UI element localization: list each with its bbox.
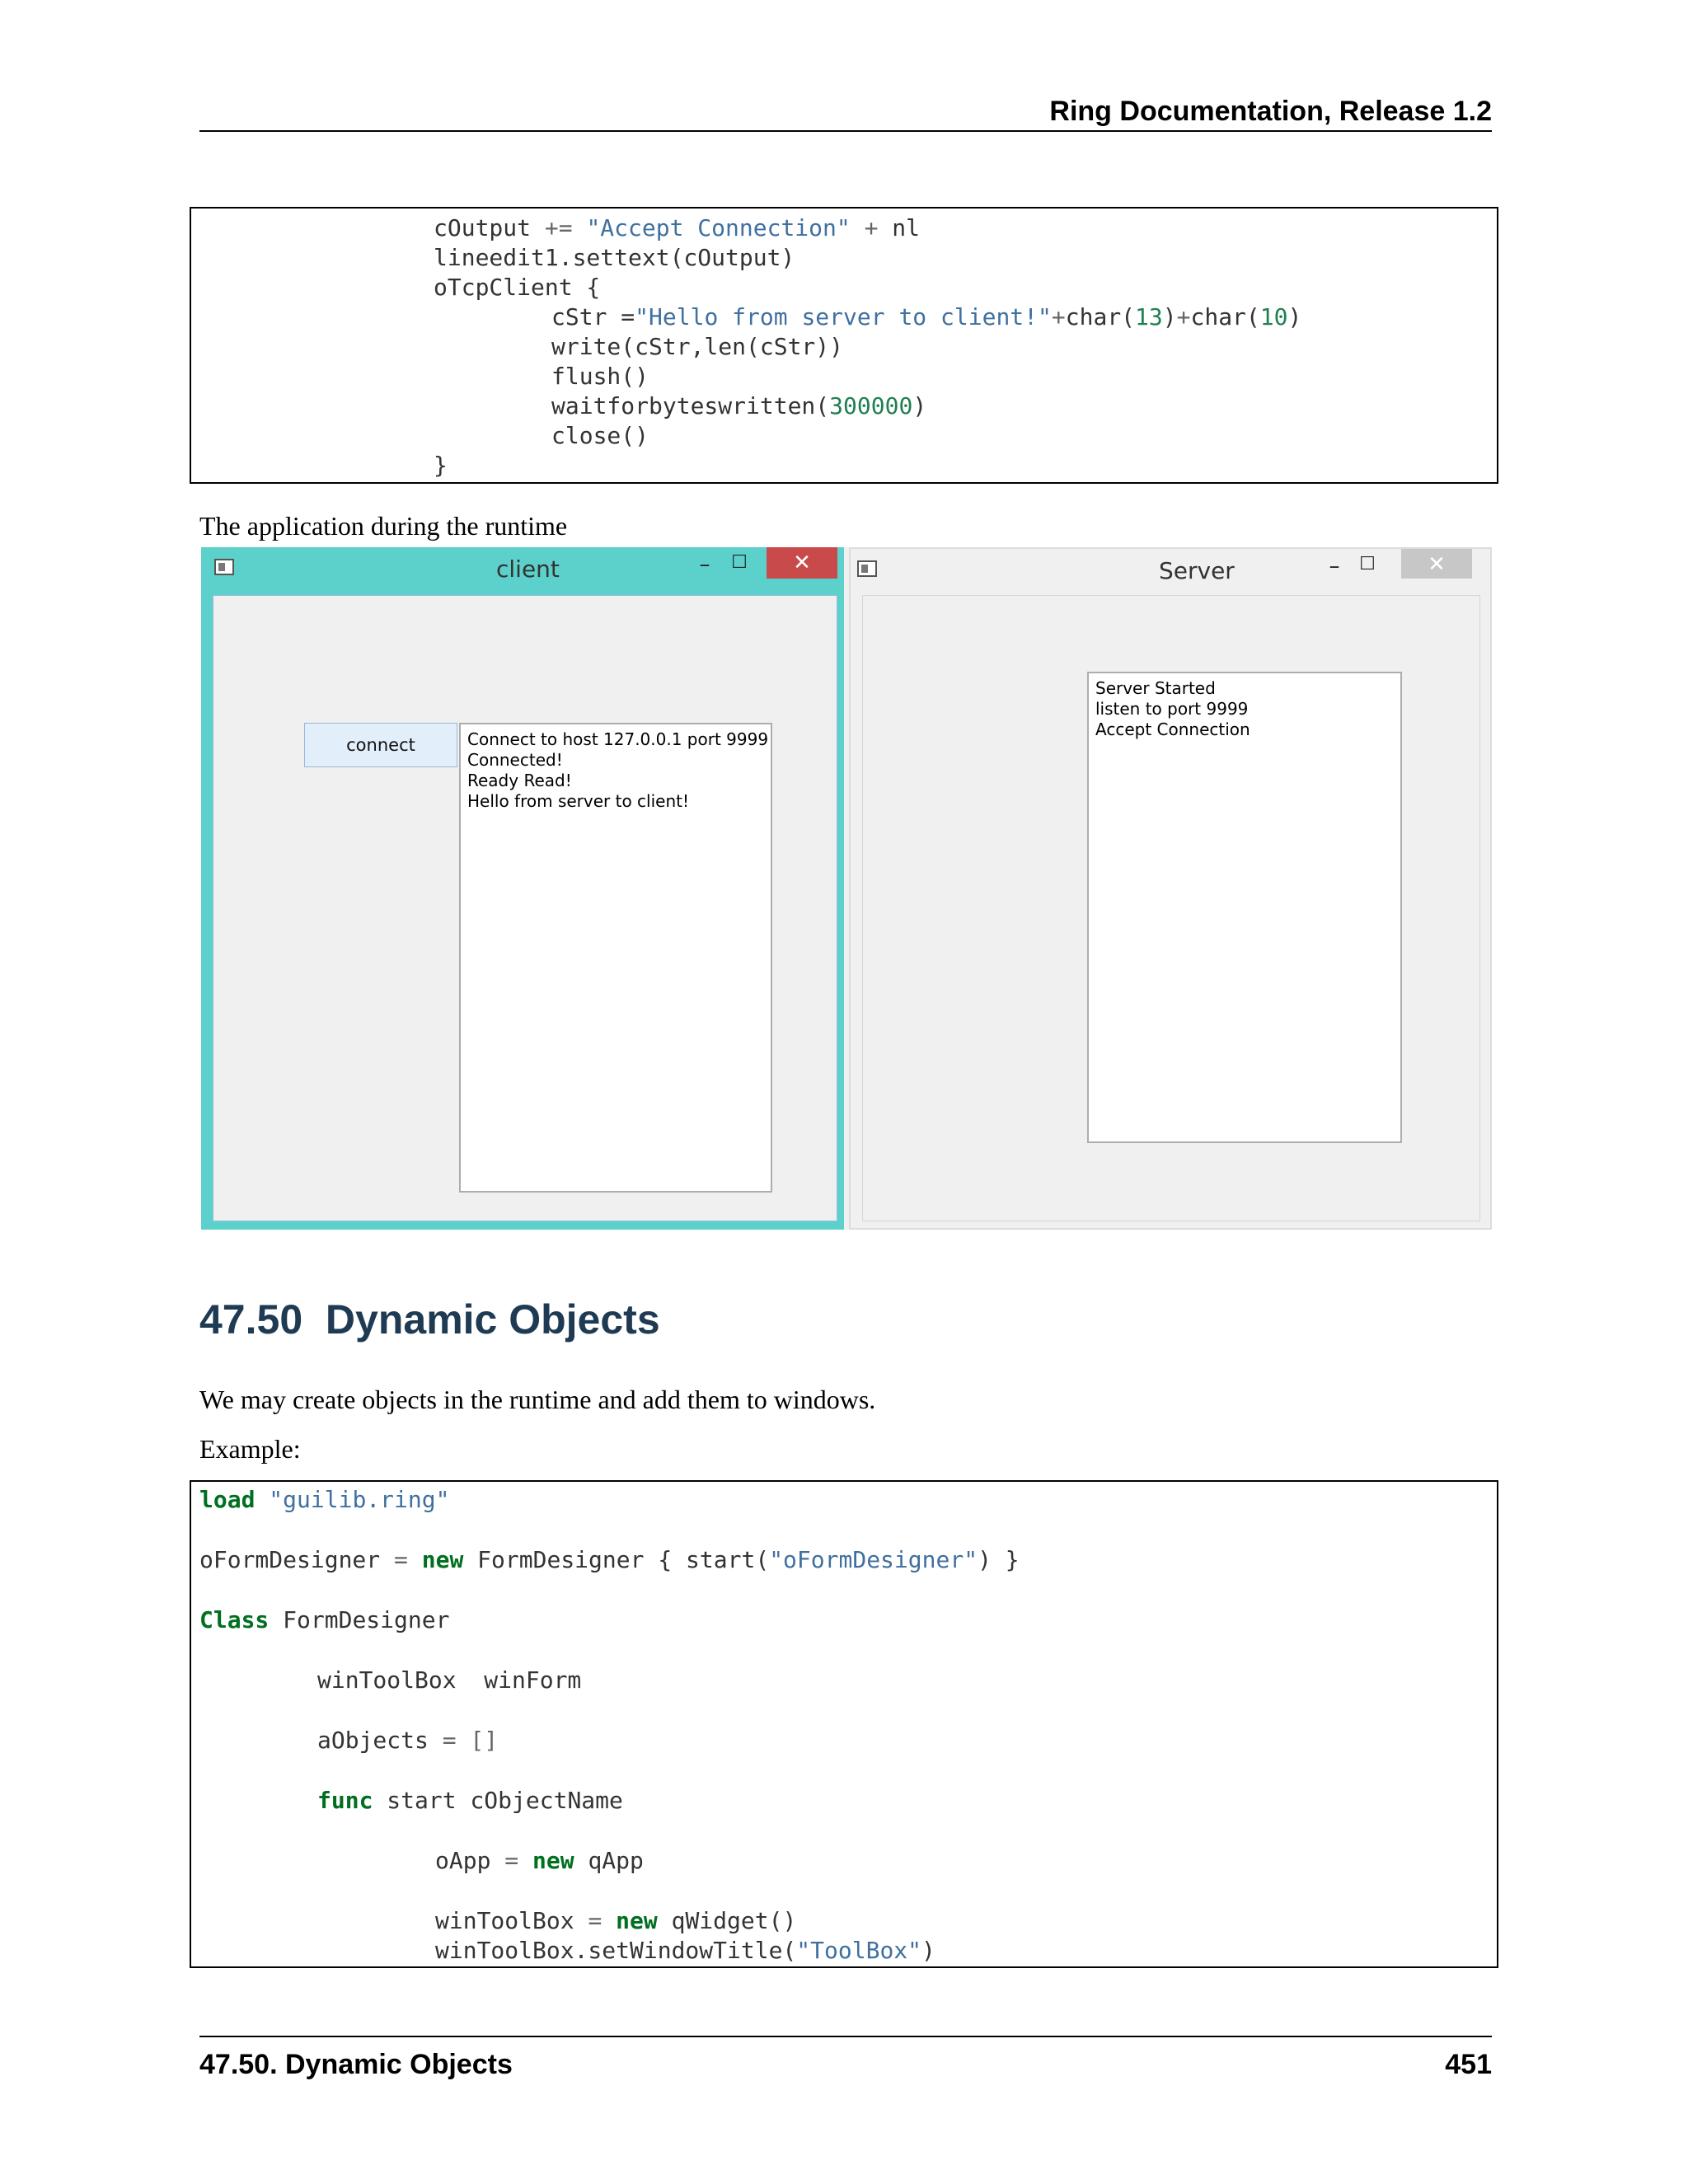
code-text: winToolBox winForm bbox=[317, 1666, 582, 1694]
code-text: close() bbox=[551, 422, 649, 449]
runtime-screenshot bbox=[201, 547, 1492, 1230]
code-line bbox=[317, 1666, 581, 1695]
client-window-title: client bbox=[496, 555, 560, 583]
connect-button[interactable]: connect bbox=[304, 723, 457, 767]
code-line bbox=[551, 302, 1301, 332]
footer-section: 47.50. Dynamic Objects bbox=[199, 2049, 513, 2080]
window-icon bbox=[857, 560, 877, 577]
code-line bbox=[551, 362, 649, 391]
server-window-title: Server bbox=[1159, 557, 1235, 584]
section-title: Dynamic Objects bbox=[325, 1296, 660, 1343]
server-window bbox=[849, 547, 1492, 1230]
code-text: cStr ="Hello from server to client!"+char(13)+char(10) bbox=[551, 303, 1302, 330]
code-line: Class FormDesigner bbox=[199, 1606, 450, 1633]
maximize-icon[interactable]: ☐ bbox=[1359, 554, 1376, 574]
code-text: lineedit1.settext(cOutput) bbox=[434, 244, 795, 271]
code-text: waitforbyteswritten(300000) bbox=[551, 392, 927, 419]
client-window bbox=[201, 547, 844, 1230]
output-line: Server Started bbox=[1095, 678, 1216, 698]
code-line bbox=[434, 213, 920, 243]
output-line: Connect to host 127.0.0.1 port 9999 bbox=[467, 729, 769, 749]
code-line bbox=[551, 332, 843, 362]
window-icon bbox=[214, 559, 234, 575]
code-text: } bbox=[434, 452, 448, 479]
output-line: Hello from server to client! bbox=[467, 791, 690, 811]
page-header bbox=[199, 92, 1492, 132]
output-line: Accept Connection bbox=[1095, 719, 1250, 739]
output-line: Ready Read! bbox=[467, 771, 572, 790]
code-text: oTcpClient { bbox=[434, 274, 601, 301]
code-text: write(cStr,len(cStr)) bbox=[551, 333, 844, 360]
code-line: func start cObjectName bbox=[317, 1787, 623, 1814]
code-line bbox=[434, 273, 600, 302]
code-line bbox=[551, 421, 649, 451]
code-block-example bbox=[190, 1480, 1498, 1968]
output-line: listen to port 9999 bbox=[1095, 699, 1249, 719]
example-label: Example: bbox=[199, 1434, 301, 1464]
code-line: aObjects = [] bbox=[317, 1727, 499, 1754]
server-output-textarea[interactable] bbox=[1087, 672, 1402, 1143]
code-line bbox=[551, 391, 926, 421]
code-text: flush() bbox=[551, 363, 649, 390]
code-string: "guilib.ring" bbox=[269, 1486, 450, 1513]
code-line: oApp = new qApp bbox=[435, 1847, 644, 1874]
intro-paragraph: We may create objects in the runtime and add them to windows. bbox=[199, 1385, 876, 1414]
code-line: oFormDesigner = new FormDesigner { start("oFormDesigner") } bbox=[199, 1546, 1020, 1573]
page-footer bbox=[199, 2036, 1492, 2087]
code-keyword: load bbox=[199, 1486, 256, 1513]
maximize-icon[interactable]: ☐ bbox=[731, 552, 748, 573]
code-block-server bbox=[190, 207, 1498, 484]
output-line: Connected! bbox=[467, 750, 563, 770]
code-line bbox=[434, 243, 795, 273]
header-title: Ring Documentation, Release 1.2 bbox=[1049, 96, 1492, 127]
code-line bbox=[199, 1485, 449, 1515]
code-text: cOutput += "Accept Connection" + nl bbox=[434, 214, 921, 241]
server-body bbox=[862, 595, 1480, 1221]
close-icon[interactable]: ✕ bbox=[1401, 549, 1472, 579]
runtime-caption: The application during the runtime bbox=[199, 511, 568, 541]
page-number: 451 bbox=[1445, 2049, 1492, 2080]
minimize-icon[interactable]: – bbox=[699, 552, 710, 577]
client-body bbox=[213, 595, 837, 1221]
close-icon[interactable]: ✕ bbox=[767, 547, 837, 579]
section-heading bbox=[199, 1296, 660, 1343]
code-line bbox=[434, 451, 448, 480]
code-line: winToolBox.setWindowTitle("ToolBox") bbox=[435, 1937, 935, 1964]
code-line: winToolBox = new qWidget() bbox=[435, 1907, 797, 1934]
section-number: 47.50 bbox=[199, 1296, 303, 1343]
client-output-textarea[interactable] bbox=[459, 723, 772, 1193]
minimize-icon[interactable]: – bbox=[1329, 554, 1340, 579]
